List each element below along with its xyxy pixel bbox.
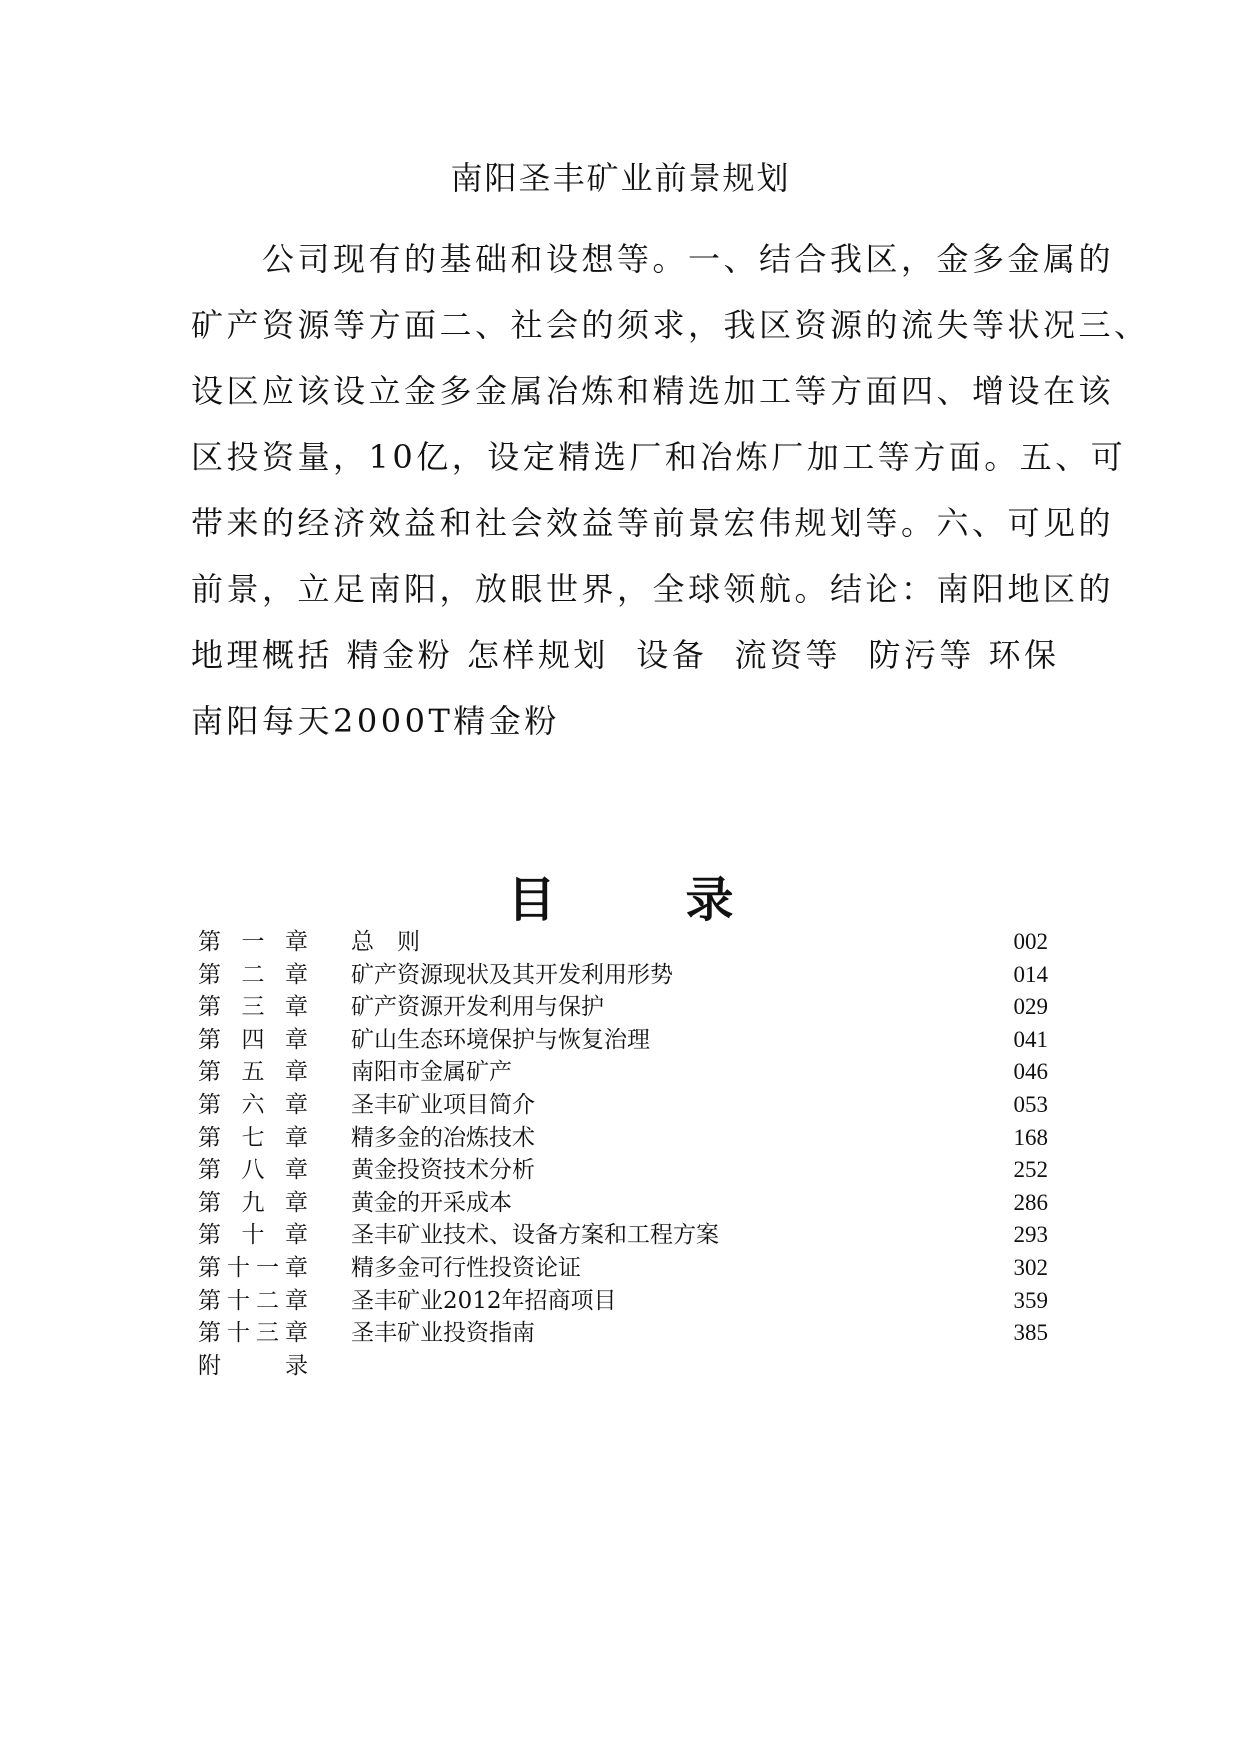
toc-entry-title: 精多金可行性投资论证 (351, 1254, 581, 1281)
toc-chapter-label: 第二章 (198, 961, 308, 988)
body-line: 前景，立足南阳，放眼世界，全球领航。结论：南阳地区的 (191, 570, 1115, 608)
toc-entry[interactable] (198, 1252, 1048, 1285)
toc-entry-title: 总 则 (351, 929, 420, 955)
toc-entry-title: 矿山生态环境保护与恢复治理 (351, 1026, 650, 1053)
toc-page-number: 041 (1013, 1026, 1048, 1052)
toc-entry[interactable] (198, 1122, 1048, 1155)
toc-page-number: 046 (1013, 1059, 1048, 1085)
toc-chapter-label: 第十三章 (198, 1320, 308, 1347)
toc-entry[interactable] (198, 1089, 1048, 1122)
body-line: 区投资量，10亿，设定精选厂和冶炼厂加工等方面。五、可 (191, 438, 1127, 476)
toc-entry[interactable] (198, 1056, 1048, 1089)
toc-heading-char: 录 (685, 872, 734, 928)
toc-chapter-label: 第三章 (198, 994, 308, 1021)
toc-page-number: 252 (1013, 1157, 1048, 1183)
toc-entry-title: 矿产资源开发利用与保护 (351, 994, 604, 1021)
toc-chapter-label: 第九章 (198, 1189, 308, 1216)
body-line: 矿产资源等方面二、社会的须求，我区资源的流失等状况三、 (191, 306, 1150, 344)
body-line: 公司现有的基础和设想等。一、结合我区，金多金属的 (191, 240, 1115, 278)
toc-entry[interactable] (198, 1317, 1048, 1350)
document-title: 南阳圣丰矿业前景规划 (450, 159, 791, 197)
body-line: 设区应该设立金多金属冶炼和精选加工等方面四、增设在该 (191, 372, 1115, 410)
toc-entry[interactable] (198, 991, 1048, 1024)
toc-page-number: 293 (1013, 1222, 1048, 1248)
toc-entry[interactable] (198, 926, 1048, 959)
toc-page-number: 168 (1013, 1124, 1048, 1150)
toc-page-number: 302 (1013, 1254, 1048, 1280)
toc-chapter-label: 第十一章 (198, 1254, 308, 1281)
toc-entry-title: 黄金的开采成本 (351, 1189, 512, 1216)
toc-heading (0, 872, 1241, 928)
toc-page-number: 359 (1013, 1287, 1048, 1313)
toc-entry-title: 矿产资源现状及其开发利用形势 (351, 961, 673, 988)
toc-chapter-label: 第十二章 (198, 1287, 308, 1314)
body-line: 地理概括 精金粉 怎样规划 设备 流资等 防污等 环保 (191, 636, 1060, 674)
toc-page-number: 286 (1013, 1189, 1048, 1215)
toc-entry-title: 黄金投资技术分析 (351, 1157, 535, 1184)
toc-entry[interactable] (198, 1187, 1048, 1220)
toc-entry[interactable] (198, 1350, 1048, 1383)
toc-chapter-label: 第五章 (198, 1059, 308, 1086)
toc-entry-title: 圣丰矿业项目简介 (351, 1091, 535, 1118)
toc-heading-char: 目 (507, 872, 556, 928)
toc-chapter-label: 第七章 (198, 1124, 308, 1151)
toc-entry[interactable] (198, 959, 1048, 992)
toc-chapter-label: 第十章 (198, 1222, 308, 1249)
toc-page-number: 014 (1013, 961, 1048, 987)
body-line: 带来的经济效益和社会效益等前景宏伟规划等。六、可见的 (191, 504, 1115, 542)
toc-chapter-label: 第四章 (198, 1026, 308, 1053)
toc-entry-title: 南阳市金属矿产 (351, 1059, 512, 1086)
toc-entry-title: 圣丰矿业技术、设备方案和工程方案 (351, 1222, 719, 1249)
toc-entry-title: 圣丰矿业投资指南 (351, 1320, 535, 1347)
toc-chapter-label: 第八章 (198, 1157, 308, 1184)
toc-page-number: 029 (1013, 994, 1048, 1020)
toc-entry[interactable] (198, 1024, 1048, 1057)
toc-entry[interactable] (198, 1219, 1048, 1252)
toc-entry[interactable] (198, 1154, 1048, 1187)
toc-list (198, 926, 1048, 1382)
body-line: 南阳每天2000T精金粉 (191, 702, 560, 740)
toc-page-number: 053 (1013, 1091, 1048, 1117)
toc-page-number: 385 (1013, 1320, 1048, 1346)
toc-entry-title: 圣丰矿业2012年招商项目 (351, 1287, 617, 1314)
toc-page-number: 002 (1013, 929, 1048, 954)
toc-entry[interactable] (198, 1285, 1048, 1318)
toc-entry-title: 精多金的冶炼技术 (351, 1124, 535, 1151)
body-paragraph (191, 226, 1150, 754)
toc-chapter-label: 第六章 (198, 1091, 308, 1118)
toc-chapter-label: 第一章 (198, 929, 308, 955)
toc-chapter-label: 附录 (198, 1352, 308, 1379)
